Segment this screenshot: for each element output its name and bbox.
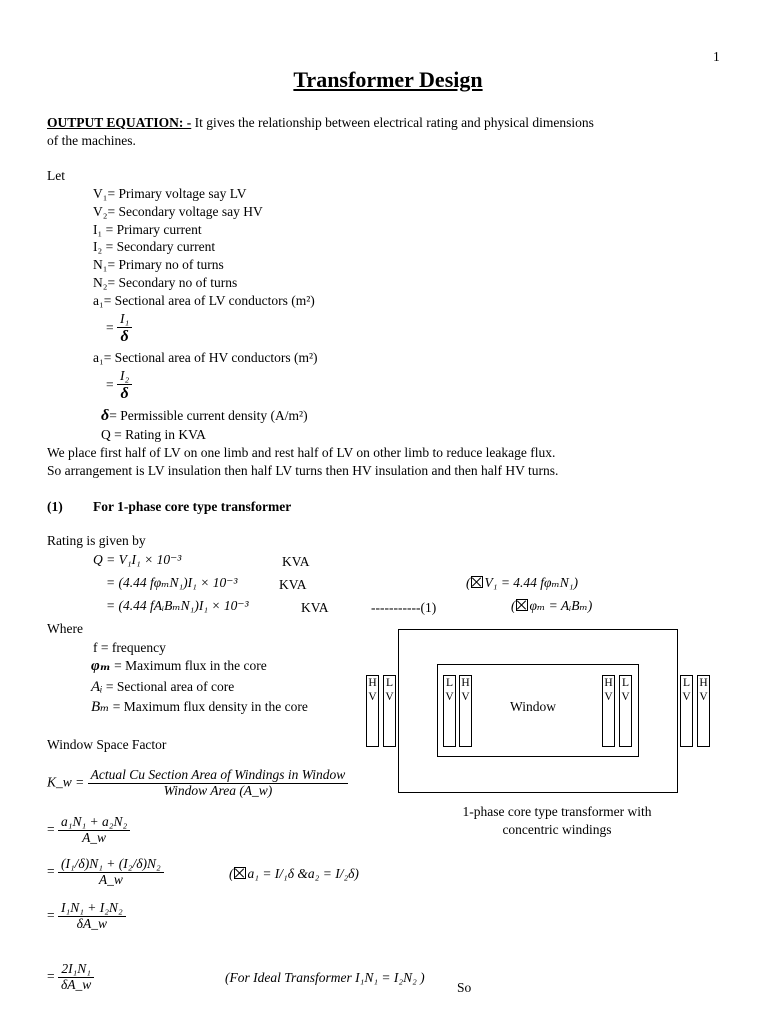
let-label: Let [47,168,65,183]
kw-step4-note: (For Ideal Transformer I₁N₁ = I₂N₂ ) [225,970,425,985]
def-q: Q = Rating in KVA [101,427,206,442]
where-phi [91,658,267,675]
where-f: f = frequency [93,640,166,655]
coil-lv-left-outer: L V [383,675,396,747]
delta-symbol: δ [101,407,110,424]
def-delta [101,407,308,425]
window-label: Window [510,699,556,714]
a1-formula: = $\frac{\text{I₁}}{\delta}$ [106,312,132,345]
eq-line2-note: ( V₁ = 4.44 fφₘN₁) [466,575,578,590]
def-v2: V₂= Secondary voltage say HV [93,204,263,219]
def-i1: I₁ = Primary current [93,222,202,237]
where-bm-text: = Maximum flux density in the core [109,699,308,714]
kw-step2: = $\frac{\text{(I₁/δ)N₁ + (I₂/δ)N₂}}{A\_w}$ [47,857,164,888]
output-equation-line2: of the machines. [47,133,136,148]
def-a2: a₁= Sectional area of HV conductors (m²) [93,350,318,365]
a2-formula-den: δ [120,384,129,402]
kw-step2-num: (I₁/δ)N₁ + (I₂/δ)N₂ [58,857,164,873]
eq-line2: = (4.44 fφₘN₁)I₁ × 10⁻³ [106,575,238,590]
def-v1: V₁= Primary voltage say LV [93,186,247,201]
kw-step4-den: δA_w [61,976,92,992]
def-n2: N₂= Secondary no of turns [93,275,238,290]
a2-formula: = $\frac{\text{I₂}}{\delta}$ [106,369,132,402]
kw-step3: = $\frac{\text{I₁N₁ + I₂N₂}}{\delta A\_w}$ [47,901,126,932]
kw-step4-num: 2I₁N₁ [58,962,94,978]
a2-formula-num: I₂ [117,369,132,385]
kw-step2-note: ( a₁ = I/₁δ &a₂ = I/₂δ) [229,866,359,881]
eq-line3-ref: -----------(1) [371,600,437,615]
kw-formula [47,768,348,799]
where-phi-text: = Maximum flux in the core [110,658,267,673]
paragraph-line1: We place first half of LV on one limb and rest half of LV on other limb to reduce leakage flux. [47,445,556,460]
kw-step3-den: δA_w [76,915,107,931]
window-space-factor-label: Window Space Factor [47,737,167,752]
ai-symbol: Aᵢ [91,679,103,695]
a1-formula-num: I₁ [117,312,132,328]
eq-line2-unit: KVA [279,577,307,592]
kw-denominator: Window Area (A_w) [163,782,273,798]
kw-step2-note-text: a₁ = I/₁δ &a₂ = I/₂δ) [247,866,359,881]
def-a1: a₁= Sectional area of LV conductors (m²) [93,293,315,308]
kw-step4: = $\frac{\text{2I₁N₁}}{\delta A\_w}$ [47,962,94,993]
kw-step1-den: A_w [82,829,107,845]
output-equation-line1 [47,115,594,131]
def-i2: I₂ = Secondary current [93,239,216,254]
because-icon [471,576,483,588]
eq-line3-note-text: φₘ = AᵢBₘ) [529,598,593,613]
def-delta-text: = Permissible current density (A/m²) [109,408,308,423]
output-equation-heading: OUTPUT EQUATION: - [47,115,192,130]
eq-line3-unit: KVA [301,600,329,615]
because-icon [516,599,528,611]
because-icon [234,867,246,879]
coil-hv-right-inner: H V [602,675,615,747]
coil-hv-left-inner: H V [459,675,472,747]
where-label: Where [47,621,83,636]
kw-step2-den: A_w [98,871,123,887]
eq-line1: Q = V₁I₁ × 10⁻³ [93,552,182,567]
page-title: Transformer Design [293,67,483,92]
coil-lv-right-inner: L V [619,675,632,747]
paragraph-line2: So arrangement is LV insulation then half LV turns then HV insulation and then half HV turns. [47,463,559,478]
eq-line1-unit: KVA [282,554,310,569]
output-equation-text: It gives the relationship between electrical rating and physical dimensions [191,115,594,130]
def-n1: N₁= Primary no of turns [93,257,224,272]
coil-hv-left-outer: H V [366,675,379,747]
coil-hv-right-outer: H V [697,675,710,747]
kw-lhs: K_w = [47,774,85,790]
where-bm [91,699,308,716]
eq-line3: = (4.44 fAᵢBₘN₁)I₁ × 10⁻³ [106,598,249,613]
section-title: For 1-phase core type transformer [93,499,292,514]
bm-symbol: Bₘ [91,699,110,715]
kw-step1: = $\frac{\text{a₁N₁ + a₂N₂}}{A\_w}$ [47,815,130,846]
diagram-caption-line1: 1-phase core type transformer with [462,804,652,819]
kw-step1-num: a₁N₁ + a₂N₂ [58,815,130,831]
eq-line2-note-text: V₁ = 4.44 fφₘN₁) [484,575,578,590]
coil-lv-right-outer: L V [680,675,693,747]
diagram-caption-line2: concentric windings [502,822,612,837]
kw-numerator: Actual Cu Section Area of Windings in Window [88,768,349,784]
eq-line3-note: ( φₘ = AᵢBₘ) [511,598,593,613]
where-ai-text: = Sectional area of core [102,679,235,694]
section-number: (1) [47,499,63,514]
kw-step3-num: I₁N₁ + I₂N₂ [58,901,126,917]
page-number: 1 [713,49,720,64]
coil-lv-left-inner: L V [443,675,456,747]
phi-symbol: φₘ [91,658,111,674]
a1-formula-den: δ [120,327,129,345]
where-ai [91,679,234,696]
so-label: So [457,980,472,995]
rating-label: Rating is given by [47,533,146,548]
